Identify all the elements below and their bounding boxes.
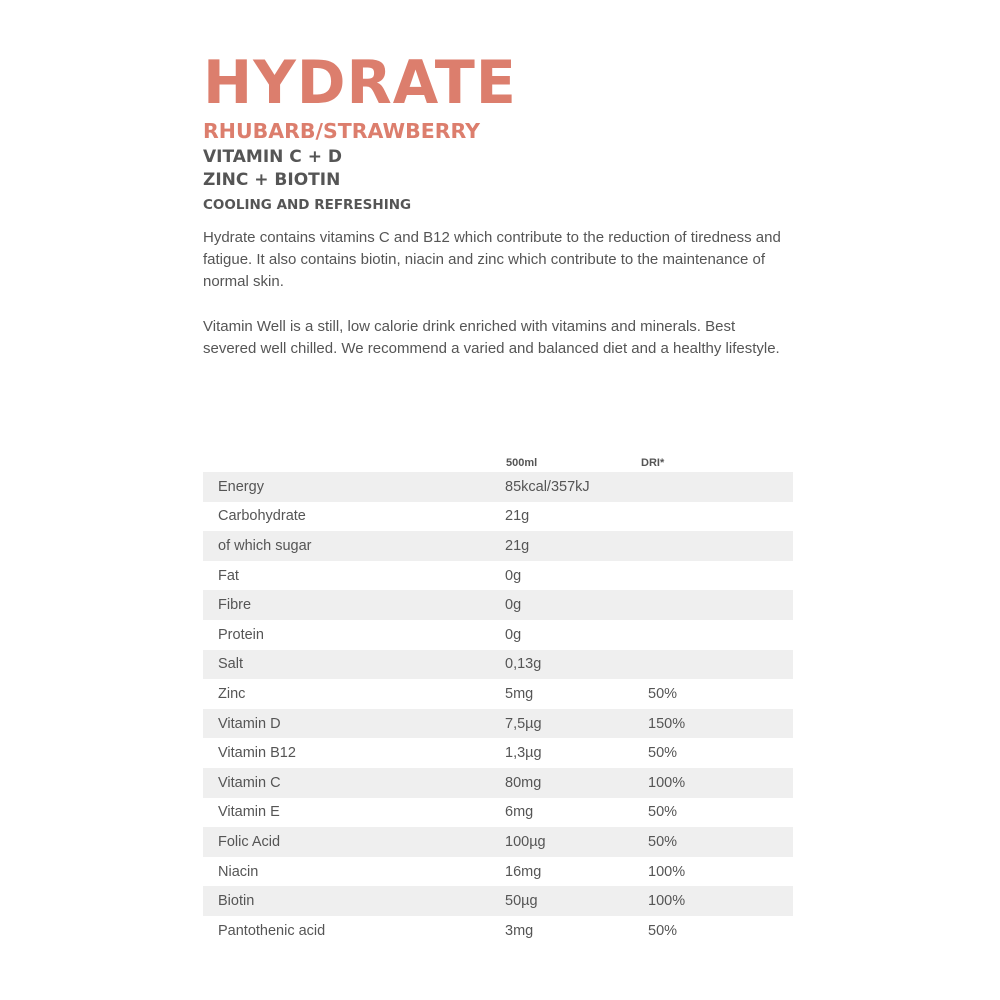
table-row — [203, 472, 793, 502]
nutrient-amount: 5mg — [505, 685, 534, 702]
nutrient-name: Vitamin C — [218, 774, 281, 791]
table-row — [203, 590, 793, 620]
nutrient-name: Pantothenic acid — [218, 922, 326, 939]
nutrient-name: Folic Acid — [218, 833, 281, 850]
nutrient-name: Zinc — [218, 685, 246, 702]
product-features — [203, 146, 793, 192]
nutrient-amount: 85kcal/357kJ — [505, 478, 590, 495]
nutrient-amount: 1,3µg — [505, 745, 542, 762]
feature-line: VITAMIN C + D — [203, 147, 342, 167]
table-row — [203, 916, 793, 946]
nutrient-amount: 0,13g — [505, 656, 542, 673]
nutrient-amount: 21g — [505, 537, 530, 554]
description-paragraph: Hydrate contains vitamins C and B12 which contribute to the reduction of tiredness and fatigue. It also contains biotin, niacin and zinc which contribute to the maintenance of normal skin. — [203, 229, 781, 291]
nutrient-dri: 50% — [648, 922, 678, 939]
table-row — [203, 709, 793, 739]
nutrient-dri: 50% — [648, 833, 678, 850]
table-row — [203, 650, 793, 680]
nutrient-name: Vitamin E — [218, 804, 280, 821]
nutrient-dri: 50% — [648, 685, 678, 702]
nutrient-name: Vitamin B12 — [218, 745, 296, 762]
nutrition-table — [203, 453, 793, 946]
nutrient-dri: 100% — [648, 893, 686, 910]
nutrition-table-header — [203, 453, 793, 472]
nutrient-amount: 0g — [505, 626, 522, 643]
nutrient-dri: 100% — [648, 863, 686, 880]
table-row — [203, 738, 793, 768]
table-row — [203, 857, 793, 887]
table-row — [203, 502, 793, 532]
nutrient-amount: 7,5µg — [505, 715, 542, 732]
nutrition-table-body — [203, 472, 793, 946]
table-row — [203, 768, 793, 798]
nutrient-amount: 0g — [505, 597, 522, 614]
nutrient-name: Vitamin D — [218, 715, 281, 732]
table-row — [203, 679, 793, 709]
table-row — [203, 798, 793, 828]
table-row — [203, 827, 793, 857]
nutrient-name: of which sugar — [218, 537, 312, 554]
nutrient-amount: 21g — [505, 508, 530, 525]
product-info — [203, 48, 793, 360]
table-row — [203, 620, 793, 650]
nutrient-amount: 6mg — [505, 804, 534, 821]
header-amount: 500ml — [506, 457, 538, 469]
table-row — [203, 886, 793, 916]
nutrient-amount: 3mg — [505, 922, 534, 939]
nutrient-name: Carbohydrate — [218, 508, 306, 525]
table-row — [203, 561, 793, 591]
table-row — [203, 531, 793, 561]
nutrient-name: Biotin — [218, 893, 255, 910]
nutrient-amount: 80mg — [505, 774, 542, 791]
nutrient-name: Protein — [218, 626, 264, 643]
nutrient-name: Niacin — [218, 863, 259, 880]
feature-line: ZINC + BIOTIN — [203, 170, 341, 190]
nutrient-dri: 100% — [648, 774, 686, 791]
header-dri: DRI* — [641, 457, 665, 469]
nutrient-amount: 16mg — [505, 863, 542, 880]
nutrient-name: Fibre — [218, 597, 252, 614]
description-paragraph: Vitamin Well is a still, low calorie drink enriched with vitamins and minerals. Best severed well chilled. We recommend a varied and balanced diet and a healthy lifestyle. — [203, 317, 780, 357]
product-title: HYDRATE — [203, 48, 517, 118]
product-flavour: RHUBARB/STRAWBERRY — [203, 119, 480, 143]
nutrient-amount: 50µg — [505, 893, 538, 910]
nutrient-name: Fat — [218, 567, 239, 584]
nutrient-dri: 50% — [648, 804, 678, 821]
nutrient-dri: 50% — [648, 745, 678, 762]
nutrient-name: Energy — [218, 478, 264, 495]
nutrient-amount: 0g — [505, 567, 522, 584]
product-tagline: COOLING AND REFRESHING — [203, 197, 412, 213]
nutrient-name: Salt — [218, 656, 243, 673]
nutrient-dri: 150% — [648, 715, 686, 732]
nutrient-amount: 100µg — [505, 833, 546, 850]
